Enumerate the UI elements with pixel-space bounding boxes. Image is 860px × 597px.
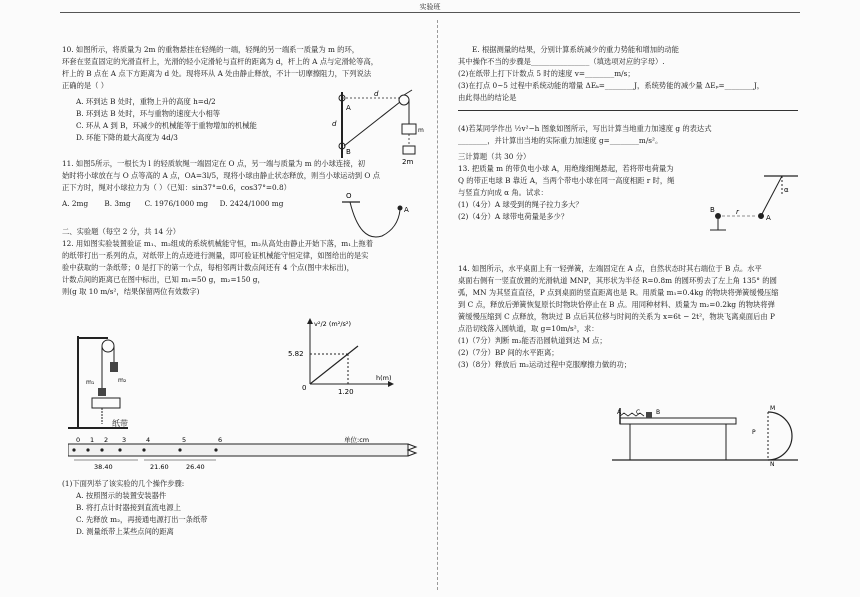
label-m2: m₂: [118, 377, 127, 384]
label-A: A: [404, 206, 409, 214]
tape-mark-label: 5: [182, 436, 187, 444]
tape-distance-3: 26.40: [186, 463, 205, 471]
tape-dot: [86, 448, 89, 451]
label-m1: m₁: [86, 379, 95, 386]
q12-part-2: (2)在纸带上打下计数点 5 时的速度 v=________m/s；: [458, 69, 635, 78]
q14-track-figure: [612, 404, 802, 468]
q14-part-1: (1)（7分）判断 m₂能否沿圆轨道到达 M 点；: [458, 336, 607, 345]
graph-y-tick: 5.82: [288, 350, 304, 358]
q14-stem: 14. 如图所示，水平桌面上有一轻弹簧，左端固定在 A 点，自然状态时其右端位于 B 点。水平: [458, 264, 762, 273]
q12-steps: [62, 478, 432, 538]
left-column: [62, 44, 432, 298]
label-A: A: [346, 104, 351, 112]
q13-stem: Q 的带正电球 B 靠近 A，当两个带电小球在同一高度相距 r 时，绳: [458, 176, 675, 185]
tape-mark-label: 0: [76, 436, 81, 444]
label-alpha: α: [784, 186, 789, 194]
page-header: 实验班: [419, 3, 441, 11]
graph-x-tick: 1.20: [338, 388, 354, 396]
tape-dot: [214, 448, 217, 451]
q11-option-b: B. 3mg: [104, 199, 131, 208]
q12-part-3b: 由此得出的结论是: [458, 93, 517, 102]
q13-charged-balls-figure: [706, 172, 802, 236]
graph-xlabel: h(m): [376, 374, 392, 382]
tape-dot: [118, 448, 121, 451]
tape-distance-2: 21.60: [150, 463, 169, 471]
label-r: r: [736, 208, 739, 216]
q13-part-1: (1)（4分）A 球受到的绳子拉力多大？: [458, 200, 583, 209]
label-A: A: [766, 214, 771, 222]
q14-stem: 到 C 点，释放后弹簧恢复原长时物块恰停止在 B 点。用同种材料、质量为 m₂=0.2kg 的物块将弹: [458, 300, 775, 309]
tape-mark-label: 1: [90, 436, 95, 444]
q11-option-c: C. 1976/1000 mg: [144, 199, 209, 208]
column-divider: [437, 20, 438, 590]
section-2-title: 二、实验题（每空 2 分，共 14 分）: [62, 227, 181, 236]
q11-stem: 11. 如图5所示，一根长为 l 的轻质软绳一端固定在 O 点，另一端与质量为 m 的小球连接，初: [62, 159, 366, 168]
label-M: M: [770, 405, 776, 412]
label-d: d: [332, 120, 337, 128]
label-B: B: [346, 148, 351, 156]
label-d: d: [374, 90, 379, 98]
q11-option-d: D. 2424/1000 mg: [219, 199, 284, 208]
q12-part-3: (3)在打点 0~5 过程中系统动能的增量 ΔEₖ=________J，系统势能的减少量 ΔEₚ=________J，: [458, 81, 765, 90]
tape-label: 纸带: [112, 419, 128, 428]
q12-stem: 计数点间的距离已在图中标出，已知 m₁=50 g，m₂=150 g，: [62, 275, 265, 284]
q10-stem: 正确的是（ ）: [62, 81, 109, 90]
q11-stem: 正下方时，绳对小球拉力为（ ）（已知：sin37°=0.6，cos37°=0.8）: [62, 183, 291, 192]
q11-stem: 始时将小球放在与 O 点等高的 A 点，OA=3l/5，现将小球由静止状态释放，则当小球运动到 O 点: [62, 171, 380, 180]
label-P: P: [752, 429, 756, 436]
graph-ylabel: v²/2 (m²/s²): [314, 320, 352, 328]
q10-stem: 10. 如图所示，将质量为 2m 的重物悬挂在轻绳的一端，轻绳的另一端系一质量为 m 的环，: [62, 45, 360, 54]
q12-apparatus-figure: [68, 332, 138, 432]
graph-origin: 0: [302, 384, 307, 392]
tape-distance-1: 38.40: [94, 463, 113, 471]
header-rule: [60, 12, 800, 13]
q10-option-c: C. 环从 A 到 B，环减少的机械能等于重物增加的机械能: [76, 121, 257, 130]
q12-stem: 的纸带打出一系列的点，对纸带上的点迹进行测量，即可验证机械能守恒定律，如图给出的是实: [62, 251, 369, 260]
q10-option-d: D. 环能下降的最大高度为 4d/3: [76, 133, 178, 142]
label-B: B: [656, 409, 661, 416]
tape-dot: [100, 448, 103, 451]
q14-stem: 点沿切线落入圆轨道，取 g=10m/s²，求：: [458, 324, 599, 333]
tape-mark-label: 4: [146, 436, 151, 444]
q13-part-2: (2)（4分）A 球带电荷量是多少？: [458, 212, 569, 221]
label-2m: 2m: [402, 158, 414, 166]
q14-part-3: (3)（8分）释放后 m₂运动过程中克服摩擦力做的功；: [458, 360, 632, 369]
tape-dot: [142, 448, 145, 451]
section-3-title: 三计算题（共 30 分）: [458, 152, 531, 161]
q14-stem: 弧，MN 为其竖直直径，P 点到桌面的竖直距离也是 R。用质量 m₁=0.4kg 的物块将弹簧缓慢压缩: [458, 288, 779, 297]
graph-line: [310, 346, 358, 384]
label-C: C: [636, 409, 641, 416]
q12-stem: 12. 用如图实验装置验证 m₁、m₂组成的系统机械能守恒，m₂从高处由静止开始下落，m₁上拖着: [62, 239, 374, 248]
label-B: B: [710, 206, 715, 214]
step-e: E. 根据测量的结果，分别计算系统减少的重力势能和增加的动能: [472, 45, 679, 54]
tape-dot: [178, 448, 181, 451]
label-m: m: [418, 127, 424, 134]
q11-option-a: A. 2mg: [62, 199, 89, 208]
tape-unit: 单位:cm: [344, 436, 370, 444]
tape-dot: [72, 448, 75, 451]
q12-stem: 验中获取的一条纸带；0 是打下的第一个点，每相邻两计数点间还有 4 个点(图中未标出)，: [62, 263, 354, 272]
q13-stem: 13. 把质量 m 的带负电小球 A，用绝缘细绳悬起，若将带电荷量为: [458, 164, 674, 173]
q12-stem: 则(g 取 10 m/s²，结果保留两位有效数字): [62, 287, 200, 296]
tape-mark-label: 2: [104, 436, 109, 444]
q10-stem: 环套在竖直固定的光滑直杆上，光滑的轻小定滑轮与直杆的距离为 d，杆上的 A 点与定滑轮等高，: [62, 57, 379, 66]
answer-line: [458, 110, 798, 111]
label-A: A: [617, 409, 622, 416]
q14-stem: 簧缓慢压缩到 C 点释放，物块过 B 点后其位移与时间的关系为 x=6t − 2t²，物块飞离桌面后由 P: [458, 312, 775, 321]
tape-mark-label: 3: [122, 436, 127, 444]
q10-option-b: B. 环到达 B 处时，环与重物的速度大小相等: [76, 109, 221, 118]
q14-stem: 桌面右侧有一竖直放置的光滑轨道 MNP，其形状为半径 R=0.8m 的圆环剪去了左上角 135° 的圆: [458, 276, 777, 285]
label-N: N: [770, 461, 775, 468]
q12-part-4: (4)若某同学作出 ½v²−h 图象如图所示，写出计算当地重力加速度 g 的表达式: [458, 124, 712, 133]
steps-intro: (1)下面列举了该实验的几个操作步骤:: [62, 479, 185, 488]
q10-option-a: A. 环到达 B 处时，重物上升的高度 h=d/2: [76, 97, 216, 106]
step-b: B. 将打点计时器接到直流电源上: [76, 503, 181, 512]
q10-pulley-figure: [330, 88, 430, 168]
step-e-question: 其中操作不当的步骤是________________（填选项对应的字母）.: [458, 57, 665, 66]
q12-part-4b: ________，并计算出当地的实际重力加速度 g=________m/s²。: [458, 136, 663, 145]
q14-part-2: (2)（7分）BP 间的水平距离；: [458, 348, 559, 357]
label-O: O: [346, 192, 352, 200]
q13-stem: 与竖直方向成 α 角。试求：: [458, 188, 548, 197]
paper-tape-figure: [68, 436, 420, 476]
step-a: A. 按照图示的装置安装器件: [76, 491, 167, 500]
v2-h-graph: [288, 318, 398, 398]
q10-stem: 杆上的 B 点在 A 点下方距离为 d 处。现将环从 A 处由静止释放，不计一切摩擦阻力，下列说法: [62, 69, 372, 78]
tape-mark-label: 6: [218, 436, 223, 444]
step-c: C. 先释放 m₂，再接通电源打出一条纸带: [76, 515, 208, 524]
q11-string-figure: [340, 188, 420, 248]
step-d: D. 测量纸带上某些点间的距离: [76, 527, 174, 536]
